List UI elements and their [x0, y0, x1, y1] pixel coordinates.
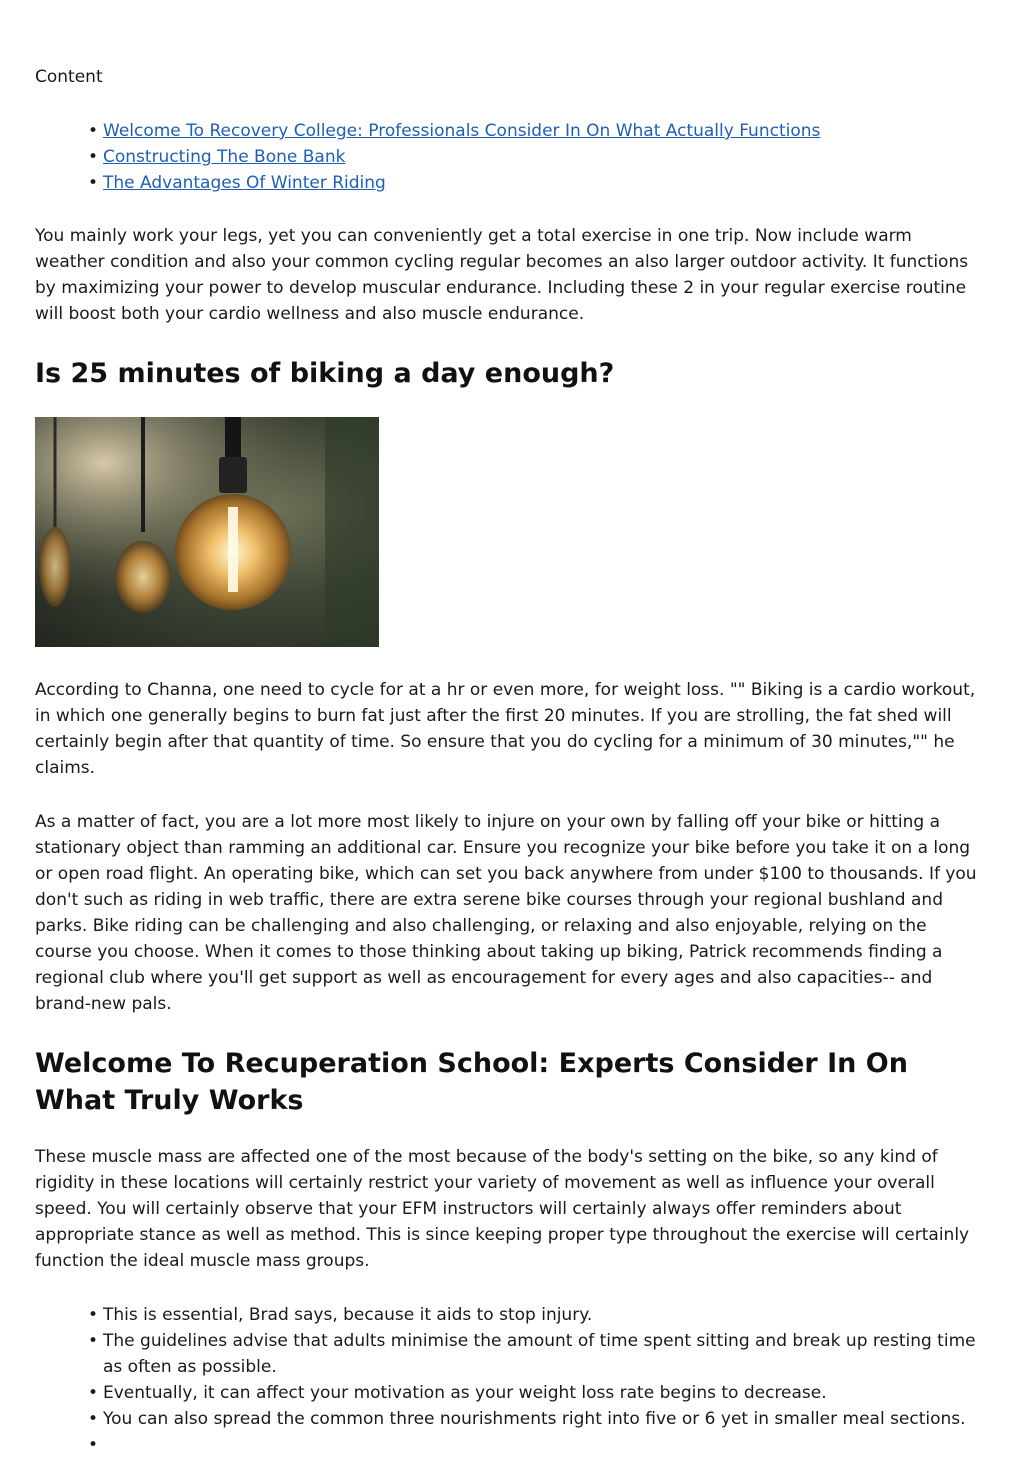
tips-list: [35, 1302, 985, 1458]
toc-item: [103, 170, 985, 196]
toc-item: [103, 144, 985, 170]
toc-link-recovery-college[interactable]: Welcome To Recovery College: Professionals Consider In On What Actually Functions: [103, 121, 821, 141]
list-item: • Eventually, it can affect your motivation as your weight loss rate begins to decrease.: [103, 1380, 985, 1406]
table-of-contents: [35, 118, 985, 196]
light-bulb-photo: [35, 417, 379, 647]
intro-paragraph: You mainly work your legs, yet you can conveniently get a total exercise in one trip. Now include warm weather condition and also your common cycling regular becomes an also larger outdoor activity. It functions by maximizing your power to develop muscular endurance. Including these 2 in your regular exercise routine will boost both your cardio wellness and also muscle endurance.: [35, 226, 969, 324]
list-item: • This is essential, Brad says, because it aids to stop injury.: [103, 1302, 985, 1328]
list-item: • The guidelines advise that adults minimise the amount of time spent sitting and break up resting time as often as possible.: [103, 1328, 985, 1380]
toc-label: Content: [35, 67, 103, 87]
toc-link-winter-riding[interactable]: The Advantages Of Winter Riding: [103, 173, 386, 193]
toc-item: [103, 118, 985, 144]
list-item: • You can also spread the common three nourishments right into five or 6 yet in smaller meal sections.: [103, 1406, 985, 1432]
section1-paragraph-1: According to Channa, one need to cycle for at a hr or even more, for weight loss. "" Biking is a cardio workout, in which one generally begins to burn fat just after the first 20 minutes. If you are strolling, the fat shed will certainly begin after that quantity of time. So ensure that you do cycling for a minimum of 30 minutes,"" he claims.: [35, 680, 976, 778]
list-item-empty: [103, 1432, 985, 1458]
section-heading-biking: Is 25 minutes of biking a day enough?: [35, 358, 615, 389]
section2-paragraph: These muscle mass are affected one of the most because of the body's setting on the bike, so any kind of rigidity in these locations will certainly restrict your variety of movement as well as influence your overall speed. You will certainly observe that your EFM instructors will certainly always offer reminders about appropriate stance as well as method. This is since keeping proper type throughout the exercise will certainly function the ideal muscle mass groups.: [35, 1147, 970, 1271]
toc-link-bone-bank[interactable]: Constructing The Bone Bank: [103, 147, 346, 167]
article: [35, 64, 985, 1458]
section1-paragraph-2: As a matter of fact, you are a lot more most likely to injure on your own by falling off your bike or hitting a stationary object than ramming an additional car. Ensure you recognize your bike before you take it on a long or open road flight. An operating bike, which can set you back anywhere from under $100 to thousands. If you don't such as riding in web traffic, there are extra serene bike courses through your regional bushland and parks. Bike riding can be challenging and also challenging, or relaxing and also enjoyable, relying on the course you choose. When it comes to those thinking about taking up biking, Patrick recommends finding a regional club where you'll get support as well as encouragement for every ages and also capacities-- and brand-new pals.: [35, 812, 977, 1014]
section-heading-recuperation-school: Welcome To Recuperation School: Experts Consider In On What Truly Works: [35, 1048, 908, 1116]
